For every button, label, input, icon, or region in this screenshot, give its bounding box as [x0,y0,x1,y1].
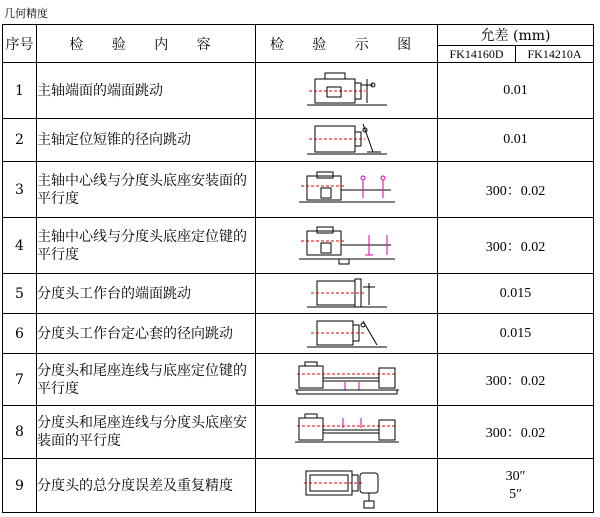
header-model-b: FK14210A [516,46,594,63]
tailstock-key-diagram [256,354,438,406]
parallelism-diagram [256,162,438,218]
row-number: 7 [3,354,37,406]
row-content: 分度头的总分度误差及重复精度 [37,459,256,513]
header-seq: 序号 [3,25,37,63]
row-content: 主轴中心线与分度头底座安装面的平行度 [37,162,256,218]
row-number: 5 [3,274,37,314]
row-content: 分度头工作台的端面跳动 [37,274,256,314]
tolerance-value: 300：0.02 [438,162,594,218]
tolerance-value: 300：0.02 [438,406,594,459]
table-face-runout-diagram [256,274,438,314]
table-row [3,459,594,513]
tolerance-value: 0.01 [438,119,594,162]
row-number: 6 [3,314,37,354]
row-number: 9 [3,459,37,513]
row-content: 分度头和尾座连线与底座定位键的平行度 [37,354,256,406]
header-content: 检 验 内 容 [37,25,256,63]
row-number: 4 [3,218,37,274]
repeat-accuracy: 5″ [509,486,522,502]
row-content: 主轴端面的端面跳动 [37,63,256,119]
tolerance-value: 0.015 [438,274,594,314]
table-row [3,354,594,406]
header-model-a: FK14160D [438,46,516,63]
table-row [3,63,594,119]
row-content: 主轴中心线与分度头底座定位键的平行度 [37,218,256,274]
tolerance-value: 300：0.02 [438,354,594,406]
row-content: 分度头工作台定心套的径向跳动 [37,314,256,354]
geometric-accuracy-table [2,24,594,513]
row-content: 分度头和尾座连线与分度头底座安装面的平行度 [37,406,256,459]
radial-runout-diagram [256,119,438,162]
table-row [3,162,594,218]
key-parallelism-diagram [256,218,438,274]
tolerance-value [438,459,594,513]
tailstock-base-diagram [256,406,438,459]
table-row [3,406,594,459]
tolerance-value: 0.015 [438,314,594,354]
page-caption: 几何精度 [4,7,48,20]
row-number: 1 [3,63,37,119]
centering-sleeve-diagram [256,314,438,354]
tolerance-value: 0.01 [438,63,594,119]
indexing-error-diagram [256,459,438,513]
header-tolerance: 允差 (mm) [438,25,594,46]
row-number: 2 [3,119,37,162]
row-number: 8 [3,406,37,459]
header-diagram: 检 验 示 图 [256,25,438,63]
table-row [3,274,594,314]
face-runout-diagram [256,63,438,119]
table-row [3,218,594,274]
tolerance-value: 300：0.02 [438,218,594,274]
row-content: 主轴定位短锥的径向跳动 [37,119,256,162]
table-row [3,119,594,162]
total-indexing-error: 30″ [505,468,526,484]
row-number: 3 [3,162,37,218]
table-row [3,314,594,354]
